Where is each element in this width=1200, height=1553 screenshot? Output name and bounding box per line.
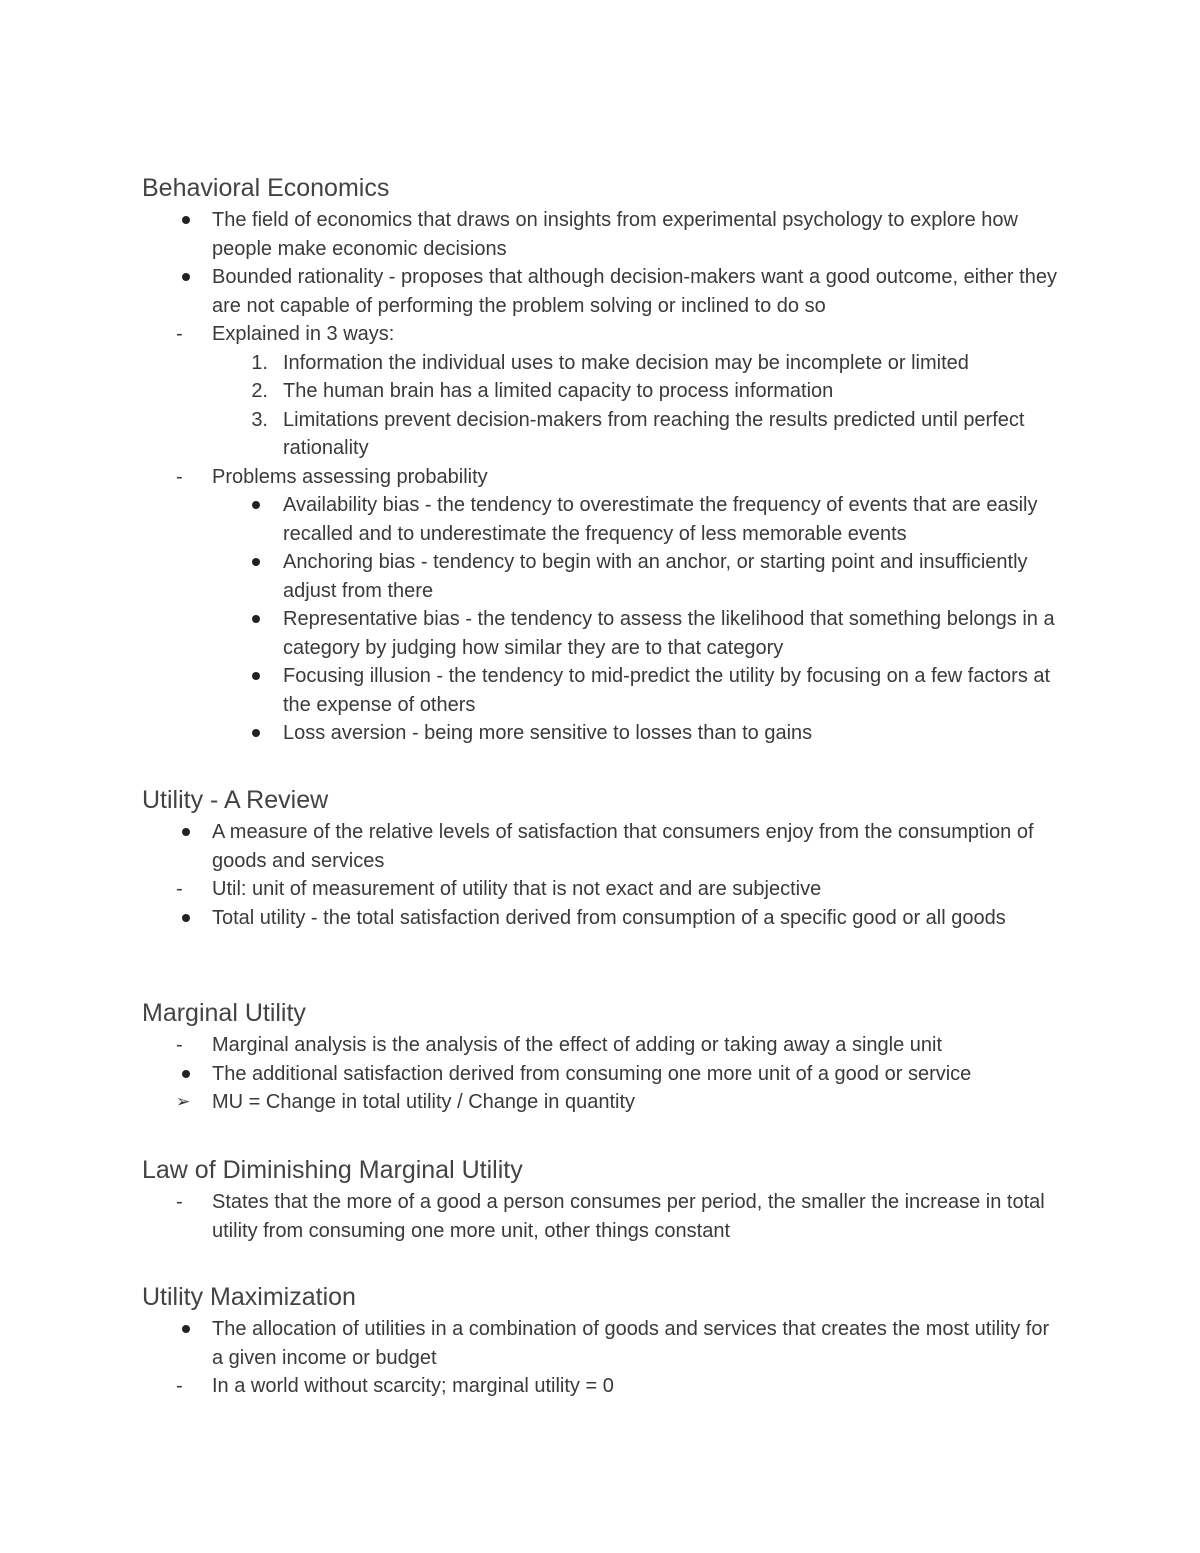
section-heading: Utility Maximization	[142, 1283, 356, 1311]
bullet-list	[142, 206, 1062, 748]
list-item	[142, 548, 1062, 605]
list-item-text: Marginal analysis is the analysis of the effect of adding or taking away a single unit	[212, 1034, 943, 1056]
list-number: 1.	[251, 351, 268, 374]
list-item	[142, 463, 1062, 492]
list-item-text: A measure of the relative levels of satisfaction that consumers enjoy from the consumption of goods and services	[212, 821, 1034, 872]
list-item	[142, 320, 1062, 349]
list-item-text: The allocation of utilities in a combination of goods and services that creates the most utility for a given income or budget	[212, 1318, 1050, 1369]
list-item-text: Representative bias - the tendency to assess the likelihood that something belongs in a category by judging how similar they are to that category	[283, 608, 1055, 659]
list-number: 2.	[251, 380, 268, 402]
bullet-list	[142, 818, 1062, 932]
section	[142, 999, 1062, 1117]
dash-marker: -	[176, 323, 183, 345]
list-item-text: Loss aversion - being more sensitive to losses than to gains	[283, 722, 813, 744]
list-item	[142, 605, 1062, 662]
list-item-text: Focusing illusion - the tendency to mid-predict the utility by focusing on a few factors at the expense of others	[283, 665, 1051, 716]
list-item	[142, 1188, 1062, 1245]
list-item-text: Limitations prevent decision-makers from reaching the results predicted until perfect rationality	[283, 408, 1025, 459]
dash-marker: -	[176, 878, 183, 900]
dash-marker: -	[176, 465, 183, 488]
list-item-text: Util: unit of measurement of utility that is not exact and are subjective	[212, 878, 822, 900]
list-item-text: Availability bias - the tendency to overestimate the frequency of events that are easily recalled and to underestimate the frequency of less memorable events	[283, 494, 1038, 545]
list-item-text: Total utility - the total satisfaction derived from consumption of a specific good or all goods	[212, 906, 1006, 929]
section-heading: Marginal Utility	[142, 999, 306, 1027]
list-item	[142, 206, 1062, 263]
list-item-text: States that the more of a good a person consumes per period, the smaller the increase in total utility from consuming one more unit, other things constant	[212, 1191, 1045, 1242]
dash-marker: -	[176, 1375, 183, 1397]
list-item	[142, 875, 1062, 904]
list-item	[142, 263, 1062, 320]
list-item-text: Information the individual uses to make decision may be incomplete or limited	[283, 351, 969, 374]
arrow-marker-icon: ➢	[176, 1092, 191, 1111]
bullet-list	[142, 1188, 1062, 1245]
bullet-list	[142, 1315, 1062, 1401]
list-item-text: MU = Change in total utility / Change in quantity	[212, 1091, 636, 1113]
dash-marker: -	[176, 1034, 183, 1056]
list-item-text: Explained in 3 ways:	[212, 323, 395, 345]
list-item	[142, 719, 1062, 748]
section-heading: Utility - A Review	[142, 786, 329, 814]
list-item-text: Problems assessing probability	[212, 465, 488, 488]
list-item	[142, 491, 1062, 548]
section	[142, 174, 1062, 748]
list-item	[142, 1060, 1062, 1089]
list-item-text: The human brain has a limited capacity to process information	[283, 380, 834, 402]
list-item	[142, 349, 1062, 378]
list-item	[142, 1088, 1062, 1117]
dash-marker: -	[176, 1191, 183, 1213]
list-item	[142, 377, 1062, 406]
list-item	[142, 1372, 1062, 1401]
bullet-list	[142, 1031, 1062, 1117]
list-item-text: In a world without scarcity; marginal utility = 0	[212, 1375, 614, 1397]
list-item	[142, 1031, 1062, 1060]
section	[142, 1283, 1062, 1401]
list-item-text: The field of economics that draws on insights from experimental psychology to explore how people make economic decisions	[212, 209, 1018, 260]
section-heading: Law of Diminishing Marginal Utility	[142, 1156, 523, 1184]
section-heading: Behavioral Economics	[142, 174, 390, 202]
list-item	[142, 904, 1062, 933]
list-item	[142, 1315, 1062, 1372]
list-item-text: Bounded rationality - proposes that although decision-makers want a good outcome, either they are not capable of performing the problem solving or inclined to do so	[212, 266, 1057, 317]
section	[142, 786, 1062, 932]
list-item	[142, 818, 1062, 875]
list-item	[142, 662, 1062, 719]
list-item-text: The additional satisfaction derived from consuming one more unit of a good or service	[212, 1062, 972, 1085]
list-number: 3.	[251, 408, 268, 431]
section	[142, 1156, 1062, 1245]
list-item-text: Anchoring bias - tendency to begin with an anchor, or starting point and insufficiently adjust from there	[283, 551, 1028, 602]
list-item	[142, 406, 1062, 463]
